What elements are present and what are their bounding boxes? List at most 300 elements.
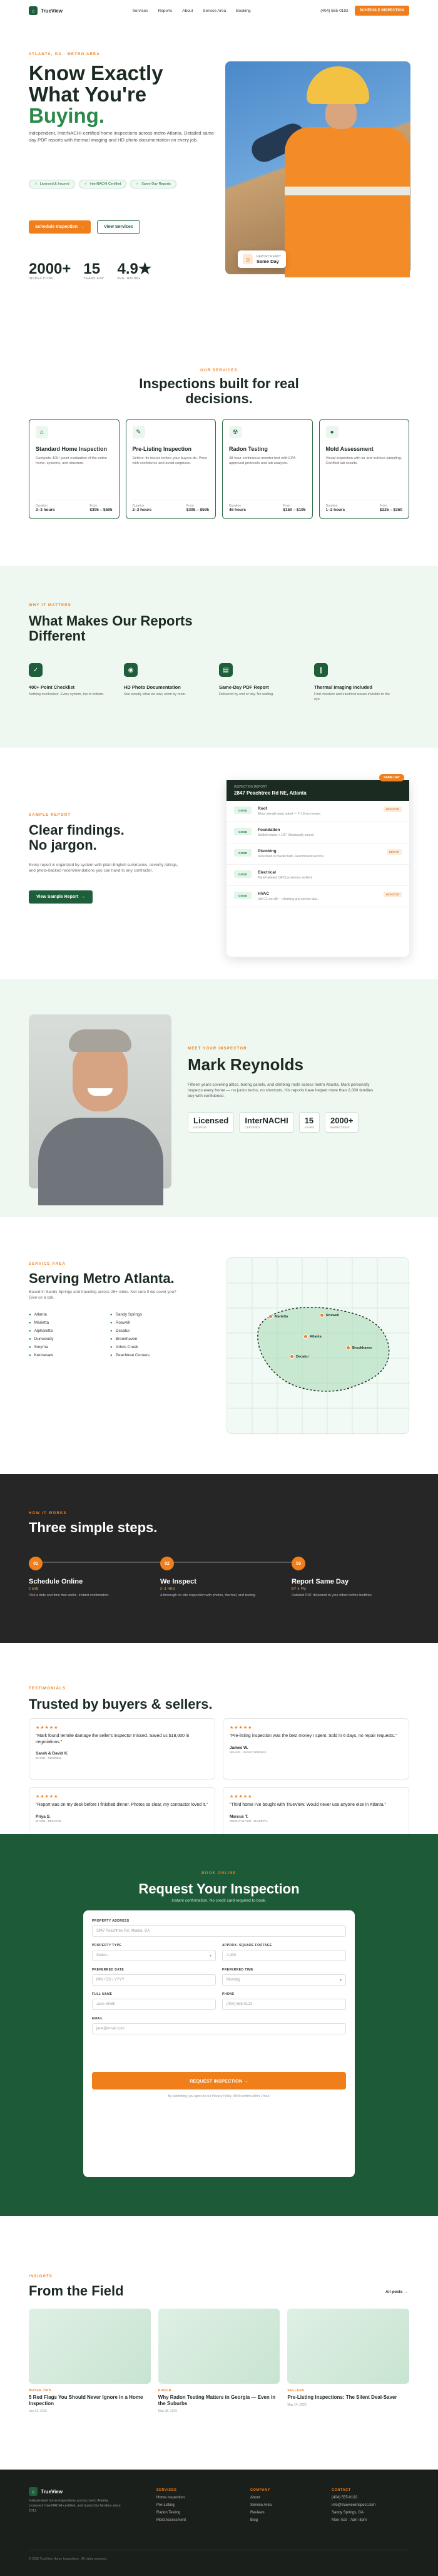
house-icon: ⌂ xyxy=(29,6,38,15)
step-desc: Detailed PDF delivered to your inbox before bedtime. xyxy=(292,1594,373,1597)
testimonial-author: Priya S. xyxy=(36,1814,51,1819)
form-row xyxy=(92,1992,346,2017)
city-item xyxy=(29,1345,110,1349)
tests-eyebrow: TESTIMONIALS xyxy=(29,1687,66,1691)
footer-col-services xyxy=(156,2488,186,2522)
report-row-hvac xyxy=(227,886,409,907)
schedule-label: Schedule Inspection xyxy=(35,225,78,229)
pin-label: Decatur xyxy=(296,1354,309,1359)
testimonial-location: SELLER · SANDY SPRINGS xyxy=(230,1750,267,1754)
stat-value: 2000+ xyxy=(29,260,71,277)
service-card-pre-listing[interactable] xyxy=(126,419,216,519)
chevron-down-icon: ▾ xyxy=(209,1954,211,1958)
stat-rating xyxy=(118,262,152,281)
price-label: From xyxy=(89,504,98,508)
city-name: Decatur xyxy=(115,1329,130,1333)
city-item xyxy=(29,1329,110,1333)
testimonial-quote: "Mark found termite damage the seller's inspector missed. Saved us $18,000 in negotiations." xyxy=(36,1734,190,1744)
booking-section xyxy=(0,1834,438,2216)
card-desc: 48-hour continuous monitor test with EPA-approved protocols and lab analysis. xyxy=(229,456,297,465)
document-icon: ▤ xyxy=(219,663,233,677)
why-section xyxy=(0,566,438,748)
status-badge: GOOD xyxy=(234,806,252,814)
badge-licensed xyxy=(29,180,75,188)
city-item xyxy=(110,1345,191,1349)
card-footer xyxy=(326,500,403,512)
duration-label: Duration xyxy=(229,504,241,508)
city-item xyxy=(110,1321,191,1325)
form-subtitle: Instant confirmation. No credit card required to book. xyxy=(171,1899,267,1903)
blog-section xyxy=(0,2216,438,2470)
inspector-bio: Fifteen years covering attics, boring panels, and climbing roofs across metro Atlanta. Mark personally inspects every home — no junior techs, no shortcuts. His reports have helped more than 2,000 families buy with confidence. xyxy=(188,1083,374,1098)
feature-checklist xyxy=(29,663,110,702)
card-desc: Visual inspection with air and surface sampling. Certified lab results. xyxy=(325,456,402,465)
duration-label: Duration xyxy=(325,504,338,508)
feature-pdf xyxy=(219,663,300,702)
blog-card[interactable] xyxy=(158,2309,280,2413)
status-badge: GOOD xyxy=(234,870,252,878)
step-3 xyxy=(292,1557,417,1599)
property-type-select[interactable] xyxy=(92,1950,216,1961)
testimonial-quote: "Third home I've bought with TrueView. Would never use anyone else in Atlanta." xyxy=(230,1803,387,1807)
severity-tag: MONITOR xyxy=(384,892,402,897)
name-input[interactable]: Jane Smith xyxy=(92,1999,216,2010)
time-label: PREFERRED TIME xyxy=(222,1968,253,1972)
hero-badges xyxy=(29,180,216,188)
footer-link[interactable]: About xyxy=(250,2496,260,2500)
feature-title: Thermal Imaging Included xyxy=(314,684,372,690)
testimonial-card xyxy=(223,1718,409,1780)
steps-eyebrow: HOW IT WORKS xyxy=(29,1512,67,1515)
how-it-works-section xyxy=(0,1474,438,1643)
city-name: Marietta xyxy=(34,1321,49,1325)
schedule-inspection-button[interactable] xyxy=(29,220,91,234)
sample-title-line2: No jargon. xyxy=(29,837,97,853)
report-header xyxy=(227,780,409,801)
city-name: Alpharetta xyxy=(34,1329,53,1333)
booking-form xyxy=(83,1910,355,2177)
system-desc: Slow drain in master bath. Recommend service. xyxy=(258,855,325,858)
service-area-map[interactable] xyxy=(227,1257,409,1434)
card-title: Standard Home Inspection xyxy=(36,446,108,452)
footer-col-heading: SERVICES xyxy=(156,2488,177,2492)
city-item xyxy=(110,1353,191,1358)
city-name: Sandy Springs xyxy=(115,1312,142,1317)
areas-desc: Based in Sandy Springs and traveling across 25+ cities. Not sure if we cover you? Give us a call. xyxy=(29,1290,176,1300)
system-desc: Unit 11 yrs old — cleaning and service due. xyxy=(258,897,318,901)
hero-title xyxy=(29,63,229,126)
footer-link[interactable]: Radon Testing xyxy=(156,2511,181,2515)
about-section xyxy=(0,979,438,1217)
footer-link[interactable]: Pre-Listing xyxy=(156,2503,175,2507)
email-input[interactable]: jane@email.com xyxy=(92,2023,346,2034)
hero-title-line1: Know Exactly xyxy=(29,61,163,85)
city-name: Brookhaven xyxy=(115,1337,138,1341)
price-value: $150 – $195 xyxy=(283,508,306,512)
pin-label: Marietta xyxy=(275,1314,288,1319)
blog-thumbnail xyxy=(29,2309,151,2384)
footer-contact: Mon–Sat · 7am–8pm xyxy=(332,2518,367,2522)
map-pin-marietta[interactable] xyxy=(268,1314,288,1319)
price-value: $395 – $595 xyxy=(186,508,209,512)
check-icon: ● xyxy=(110,1345,113,1349)
sample-desc: Every report is organized by system with plain-English summaries, severity ratings, and photo-backed recommendations you can hand to any contractor. xyxy=(29,863,178,873)
stat-value: 4.9★ xyxy=(117,260,152,277)
price-label: From xyxy=(379,504,387,508)
pin-label: Atlanta xyxy=(310,1334,322,1339)
thermometer-icon: ❙ xyxy=(314,663,328,677)
cred-years xyxy=(299,1112,320,1133)
footer-col-company xyxy=(250,2488,272,2522)
duration-label: Duration xyxy=(132,504,145,508)
clock-icon: ◷ xyxy=(243,254,253,264)
date-label: PREFERRED DATE xyxy=(92,1968,125,1972)
check-icon: ● xyxy=(29,1345,31,1349)
footer-desc: Independent home inspections across metro Atlanta. Licensed, InterNACHI-certified, and trusted by families since 2011. xyxy=(29,2499,121,2513)
report-row-foundation xyxy=(227,822,409,843)
phone-label: PHONE xyxy=(222,1992,235,1996)
price-label: From xyxy=(283,504,291,508)
map-pin-atlanta[interactable] xyxy=(303,1334,322,1339)
pin-icon xyxy=(320,1313,324,1317)
time-select[interactable] xyxy=(222,1974,346,1986)
badge-label: Licensed & Insured xyxy=(39,182,69,186)
footer-copyright: © 2025 TrueView Home Inspections · All rights reserved. xyxy=(29,2557,108,2561)
services-eyebrow: OUR SERVICES xyxy=(200,369,238,373)
testimonials-section xyxy=(0,1643,438,1831)
service-card-radon[interactable] xyxy=(222,419,313,519)
check-icon: ✓ xyxy=(84,182,88,186)
blog-date: May 14, 2025 xyxy=(287,2403,307,2407)
check-icon: ● xyxy=(110,1337,113,1341)
city-name: Johns Creek xyxy=(115,1345,139,1349)
hero-subtitle: Independent, InterNACHI-certified home inspections across metro Atlanta. Detailed same-day PDF reports with thermal imaging and HD photo documentation on every job. xyxy=(29,130,216,143)
testimonial-quote: "Report was on my desk before I finished dinner. Photos so clear, my contractor loved it." xyxy=(36,1803,208,1807)
report-ready-card xyxy=(238,250,286,268)
house-icon: ⌂ xyxy=(29,2487,38,2496)
price-value: $225 – $350 xyxy=(379,508,402,512)
check-icon: ● xyxy=(110,1353,113,1358)
portrait-smile xyxy=(88,1088,113,1096)
nav-link-service-area[interactable]: Service Area xyxy=(203,8,227,13)
report-label: INSPECTION REPORT xyxy=(234,785,267,789)
sqft-input[interactable]: 2,400 xyxy=(222,1950,346,1961)
city-item xyxy=(110,1312,191,1317)
duration-value: 2–3 hours xyxy=(36,508,55,512)
star-rating-icon: ★★★★★ xyxy=(230,1795,253,1799)
form-note: By submitting, you agree to our Privacy Policy. We'll confirm within 1 hour. xyxy=(168,2094,270,2098)
inspector-name: Mark Reynolds xyxy=(188,1055,303,1074)
system-desc: Settled cracks < 1/8". Structurally sound. xyxy=(258,833,315,837)
service-card-standard[interactable] xyxy=(29,419,120,519)
step-tag: 2 MIN xyxy=(29,1587,39,1591)
all-posts-link[interactable]: All posts → xyxy=(385,2290,408,2294)
testimonial-location: REPEAT BUYER · MARIETTA xyxy=(230,1819,268,1823)
hero-ctas xyxy=(29,220,140,234)
same-day-badge: SAME DAY xyxy=(379,774,404,781)
inspector-portrait xyxy=(29,1014,171,1188)
nav-link-about[interactable]: About xyxy=(182,8,193,13)
footer-link[interactable]: Blog xyxy=(250,2518,258,2522)
stat-label: YEARS EXP. xyxy=(83,277,105,281)
nav-phone[interactable]: (404) 555-0192 xyxy=(320,8,349,13)
cred-label: CERTIFIED xyxy=(245,1126,260,1129)
view-sample-report-button[interactable] xyxy=(29,890,93,904)
map-canvas xyxy=(227,1258,410,1435)
duration-value: 1–2 hours xyxy=(325,508,345,512)
feature-photos xyxy=(124,663,205,702)
testimonial-quote: "Pre-listing inspection was the best money I spent. Sold in 6 days, no repair requests." xyxy=(230,1734,397,1738)
city-name: Atlanta xyxy=(34,1312,47,1317)
blog-date: May 28, 2025 xyxy=(158,2409,177,2413)
photo-vest xyxy=(285,127,410,277)
home-icon: ⌂ xyxy=(36,426,48,438)
stat-value: 15 xyxy=(83,260,101,277)
blog-card[interactable] xyxy=(29,2309,151,2413)
pin-icon xyxy=(303,1334,308,1339)
footer-link[interactable]: Mold Assessment xyxy=(156,2518,186,2522)
testimonial-location: BUYER · ROSWELL xyxy=(36,1756,62,1759)
footer-col-contact xyxy=(332,2488,375,2522)
portrait-face xyxy=(73,1043,128,1111)
star-rating-icon: ★★★★★ xyxy=(36,1726,59,1730)
badge-label: Same-Day Reports xyxy=(141,182,171,186)
radon-icon: ☢ xyxy=(229,426,242,438)
footer-contact: Sandy Springs, GA xyxy=(332,2511,364,2515)
cred-label: YEARS xyxy=(304,1126,314,1129)
about-eyebrow: MEET YOUR INSPECTOR xyxy=(188,1047,247,1051)
step-tag: 2–3 HRS xyxy=(160,1587,175,1591)
city-name: Dunwoody xyxy=(34,1337,54,1341)
chevron-down-icon: ▾ xyxy=(339,1978,342,1982)
status-badge: GOOD xyxy=(234,828,252,835)
map-pin-roswell[interactable] xyxy=(320,1313,339,1317)
form-row xyxy=(92,1968,346,1992)
blog-thumbnail xyxy=(287,2309,409,2384)
check-icon: ● xyxy=(110,1329,113,1333)
services-title: Inspections built for real decisions. xyxy=(139,376,299,406)
status-badge: GOOD xyxy=(234,892,252,899)
arrow-right-icon: → xyxy=(80,225,85,229)
footer-contact[interactable]: info@trueviewinspect.com xyxy=(332,2503,376,2507)
feature-title: HD Photo Documentation xyxy=(124,684,181,690)
cred-value: 15 xyxy=(304,1116,314,1125)
nav-schedule-button[interactable]: SCHEDULE INSPECTION xyxy=(355,6,409,16)
check-icon: ● xyxy=(110,1321,113,1325)
cred-licensed xyxy=(188,1112,234,1133)
sample-report-card xyxy=(227,780,409,957)
property-type-label: PROPERTY TYPE xyxy=(92,1944,122,1947)
step-number: 03 xyxy=(292,1557,305,1570)
blog-category: BUYER TIPS xyxy=(29,2389,52,2393)
why-features xyxy=(29,663,395,702)
check-icon: ● xyxy=(29,1337,31,1341)
testimonial-location: BUYER · DECATUR xyxy=(36,1819,61,1823)
system-name: Roof xyxy=(258,806,267,811)
check-icon: ● xyxy=(29,1353,31,1358)
hero-inspector-photo xyxy=(225,61,410,274)
sample-title xyxy=(29,823,173,853)
card-footer xyxy=(36,500,113,512)
step-title: Report Same Day xyxy=(292,1578,349,1585)
card-title: Pre-Listing Inspection xyxy=(132,446,192,452)
footer-logo[interactable] xyxy=(29,2487,63,2496)
cred-value: 2000+ xyxy=(330,1116,354,1125)
pin-label: Roswell xyxy=(326,1313,339,1317)
blog-category: RADON xyxy=(158,2389,172,2393)
phone-input[interactable]: (404) 555-0123 xyxy=(222,1999,346,2010)
hero-stats xyxy=(29,262,151,281)
star-rating-icon: ★★★★★ xyxy=(230,1726,253,1730)
feature-title: Same-Day PDF Report xyxy=(219,684,269,690)
service-card-mold[interactable] xyxy=(319,419,410,519)
select-value: Morning xyxy=(227,1978,240,1982)
footer-contact[interactable]: (404) 555-0192 xyxy=(332,2496,358,2500)
testimonial-card xyxy=(29,1718,215,1780)
nav-link-services[interactable]: Services xyxy=(132,8,148,13)
system-desc: Minor shingle wear noted — 7–10 yrs remain. xyxy=(258,812,321,816)
float-card-label: REPORT READY xyxy=(257,254,282,259)
address-input[interactable]: 2847 Peachtree Rd, Atlanta, GA xyxy=(92,1925,346,1937)
duration-value: 48 hours xyxy=(229,508,247,512)
cred-internachi xyxy=(239,1112,293,1133)
city-item xyxy=(110,1337,191,1341)
severity-tag: REPAIR xyxy=(387,849,402,855)
footer-link[interactable]: Home Inspection xyxy=(156,2496,185,2500)
check-icon: ● xyxy=(29,1329,31,1333)
camera-icon: ◉ xyxy=(124,663,138,677)
city-item xyxy=(29,1353,110,1358)
step-2 xyxy=(160,1557,285,1599)
city-name: Peachtree Corners xyxy=(115,1353,150,1358)
why-title: What Makes Our Reports Different xyxy=(29,613,193,644)
tests-title: Trusted by buyers & sellers. xyxy=(29,1696,213,1712)
report-row-electrical xyxy=(227,865,409,886)
nav-link-reports[interactable]: Reports xyxy=(158,8,173,13)
report-row-plumbing xyxy=(227,843,409,865)
services-section xyxy=(0,369,438,519)
footer-col-heading: COMPANY xyxy=(250,2488,270,2492)
blog-date: Jun 12, 2025 xyxy=(29,2409,47,2413)
map-pin-decatur[interactable] xyxy=(290,1354,308,1359)
blog-card[interactable] xyxy=(287,2309,409,2413)
card-footer xyxy=(133,500,210,512)
hero-title-line3: Buying. xyxy=(29,104,104,127)
photo-vest-stripe xyxy=(285,187,410,195)
nav-link-booking[interactable]: Booking xyxy=(236,8,251,13)
pin-icon xyxy=(268,1314,273,1319)
duration-label: Duration xyxy=(36,504,48,508)
city-item xyxy=(110,1329,191,1333)
testimonial-author: Marcus T. xyxy=(230,1814,248,1819)
city-name: Smyrna xyxy=(34,1345,49,1349)
cred-inspections xyxy=(325,1112,359,1133)
steps-title: Three simple steps. xyxy=(29,1520,158,1535)
stat-label: AVG. RATING xyxy=(117,277,141,281)
city-item xyxy=(29,1337,110,1341)
date-input[interactable]: MM / DD / YYYY xyxy=(92,1974,216,1986)
sample-eyebrow: SAMPLE REPORT xyxy=(29,813,71,817)
inspector-credentials xyxy=(188,1112,359,1133)
areas-eyebrow: SERVICE AREA xyxy=(29,1262,66,1266)
blog-post-title: Why Radon Testing Matters in Georgia — Even in the Suburbs xyxy=(158,2394,276,2406)
cred-value: InterNACHI xyxy=(245,1116,288,1125)
cred-label: GEORGIA xyxy=(193,1126,207,1129)
areas-title: Serving Metro Atlanta. xyxy=(29,1270,175,1286)
sqft-label: APPROX. SQUARE FOOTAGE xyxy=(222,1944,272,1947)
card-desc: Complete 400+ point evaluation of the entire home, systems, and structure. xyxy=(36,456,107,465)
blog-grid xyxy=(29,2309,409,2413)
sample-report-section xyxy=(0,748,438,979)
card-title: Mold Assessment xyxy=(325,446,374,452)
tag-icon: ✎ xyxy=(133,426,145,438)
check-icon: ✓ xyxy=(34,182,38,186)
photo-hard-hat xyxy=(307,66,369,104)
select-value: Select... xyxy=(96,1954,110,1957)
system-desc: Panel labeled. GFCI protection verified. xyxy=(258,876,313,880)
hero-eyebrow: ATLANTA, GA · METRO AREA xyxy=(29,53,100,56)
footer-link[interactable]: Reviews xyxy=(250,2511,265,2515)
step-desc: Pick a date and time that works. Instant confirmation. xyxy=(29,1594,110,1597)
stat-label: INSPECTIONS xyxy=(29,277,54,281)
footer-link[interactable]: Service Area xyxy=(250,2503,272,2507)
portrait-hair xyxy=(69,1029,131,1052)
city-item xyxy=(29,1321,110,1325)
arrow-right-icon: → xyxy=(81,895,86,899)
sample-title-line1: Clear findings. xyxy=(29,822,125,838)
badge-internachi xyxy=(79,180,127,188)
badge-label: InterNACHI Certified xyxy=(89,182,121,186)
city-name: Kennesaw xyxy=(34,1353,53,1358)
view-services-button[interactable]: View Services xyxy=(97,220,140,234)
request-inspection-button[interactable]: REQUEST INSPECTION → xyxy=(92,2072,346,2089)
blog-eyebrow: INSIGHTS xyxy=(29,2275,53,2279)
city-item xyxy=(29,1312,110,1317)
page-body xyxy=(0,21,438,2561)
checklist-icon: ✓ xyxy=(29,663,43,677)
feature-desc: Find moisture and electrical issues invisible to the eye. xyxy=(314,693,390,701)
step-number: 02 xyxy=(160,1557,174,1570)
name-label: FULL NAME xyxy=(92,1992,113,1996)
system-name: Plumbing xyxy=(258,849,277,853)
severity-tag: MONITOR xyxy=(384,806,402,812)
report-address: 2847 Peachtree Rd NE, Atlanta xyxy=(234,790,307,796)
check-icon: ● xyxy=(110,1312,113,1317)
portrait-shirt xyxy=(38,1118,163,1205)
form-eyebrow: BOOK ONLINE xyxy=(201,1872,237,1875)
step-1 xyxy=(29,1557,154,1599)
card-title: Radon Testing xyxy=(229,446,268,452)
cred-label: INSPECTIONS xyxy=(330,1126,350,1129)
status-badge: GOOD xyxy=(234,849,252,857)
duration-value: 2–3 hours xyxy=(132,508,152,512)
map-pin-brookhaven[interactable] xyxy=(346,1346,372,1350)
card-desc: Sellers: fix issues before your buyers do. Price with confidence and avoid surprises. xyxy=(132,456,207,465)
why-eyebrow: WHY IT MATTERS xyxy=(29,604,71,607)
footer-col-heading: CONTACT xyxy=(332,2488,351,2492)
blog-post-title: 5 Red Flags You Should Never Ignore in a Home Inspection xyxy=(29,2394,143,2406)
blog-title: From the Field xyxy=(29,2283,124,2299)
check-icon: ● xyxy=(29,1312,31,1317)
feature-desc: Nothing overlooked. Every system, top to bottom. xyxy=(29,693,104,696)
hero-section xyxy=(0,0,438,281)
feature-thermal xyxy=(314,663,395,702)
testimonial-author: James W. xyxy=(230,1745,248,1750)
pin-icon xyxy=(290,1354,294,1359)
card-footer xyxy=(229,500,306,512)
testimonial-author: Sarah & David K. xyxy=(36,1751,69,1756)
feature-title: 400+ Point Checklist xyxy=(29,684,75,690)
